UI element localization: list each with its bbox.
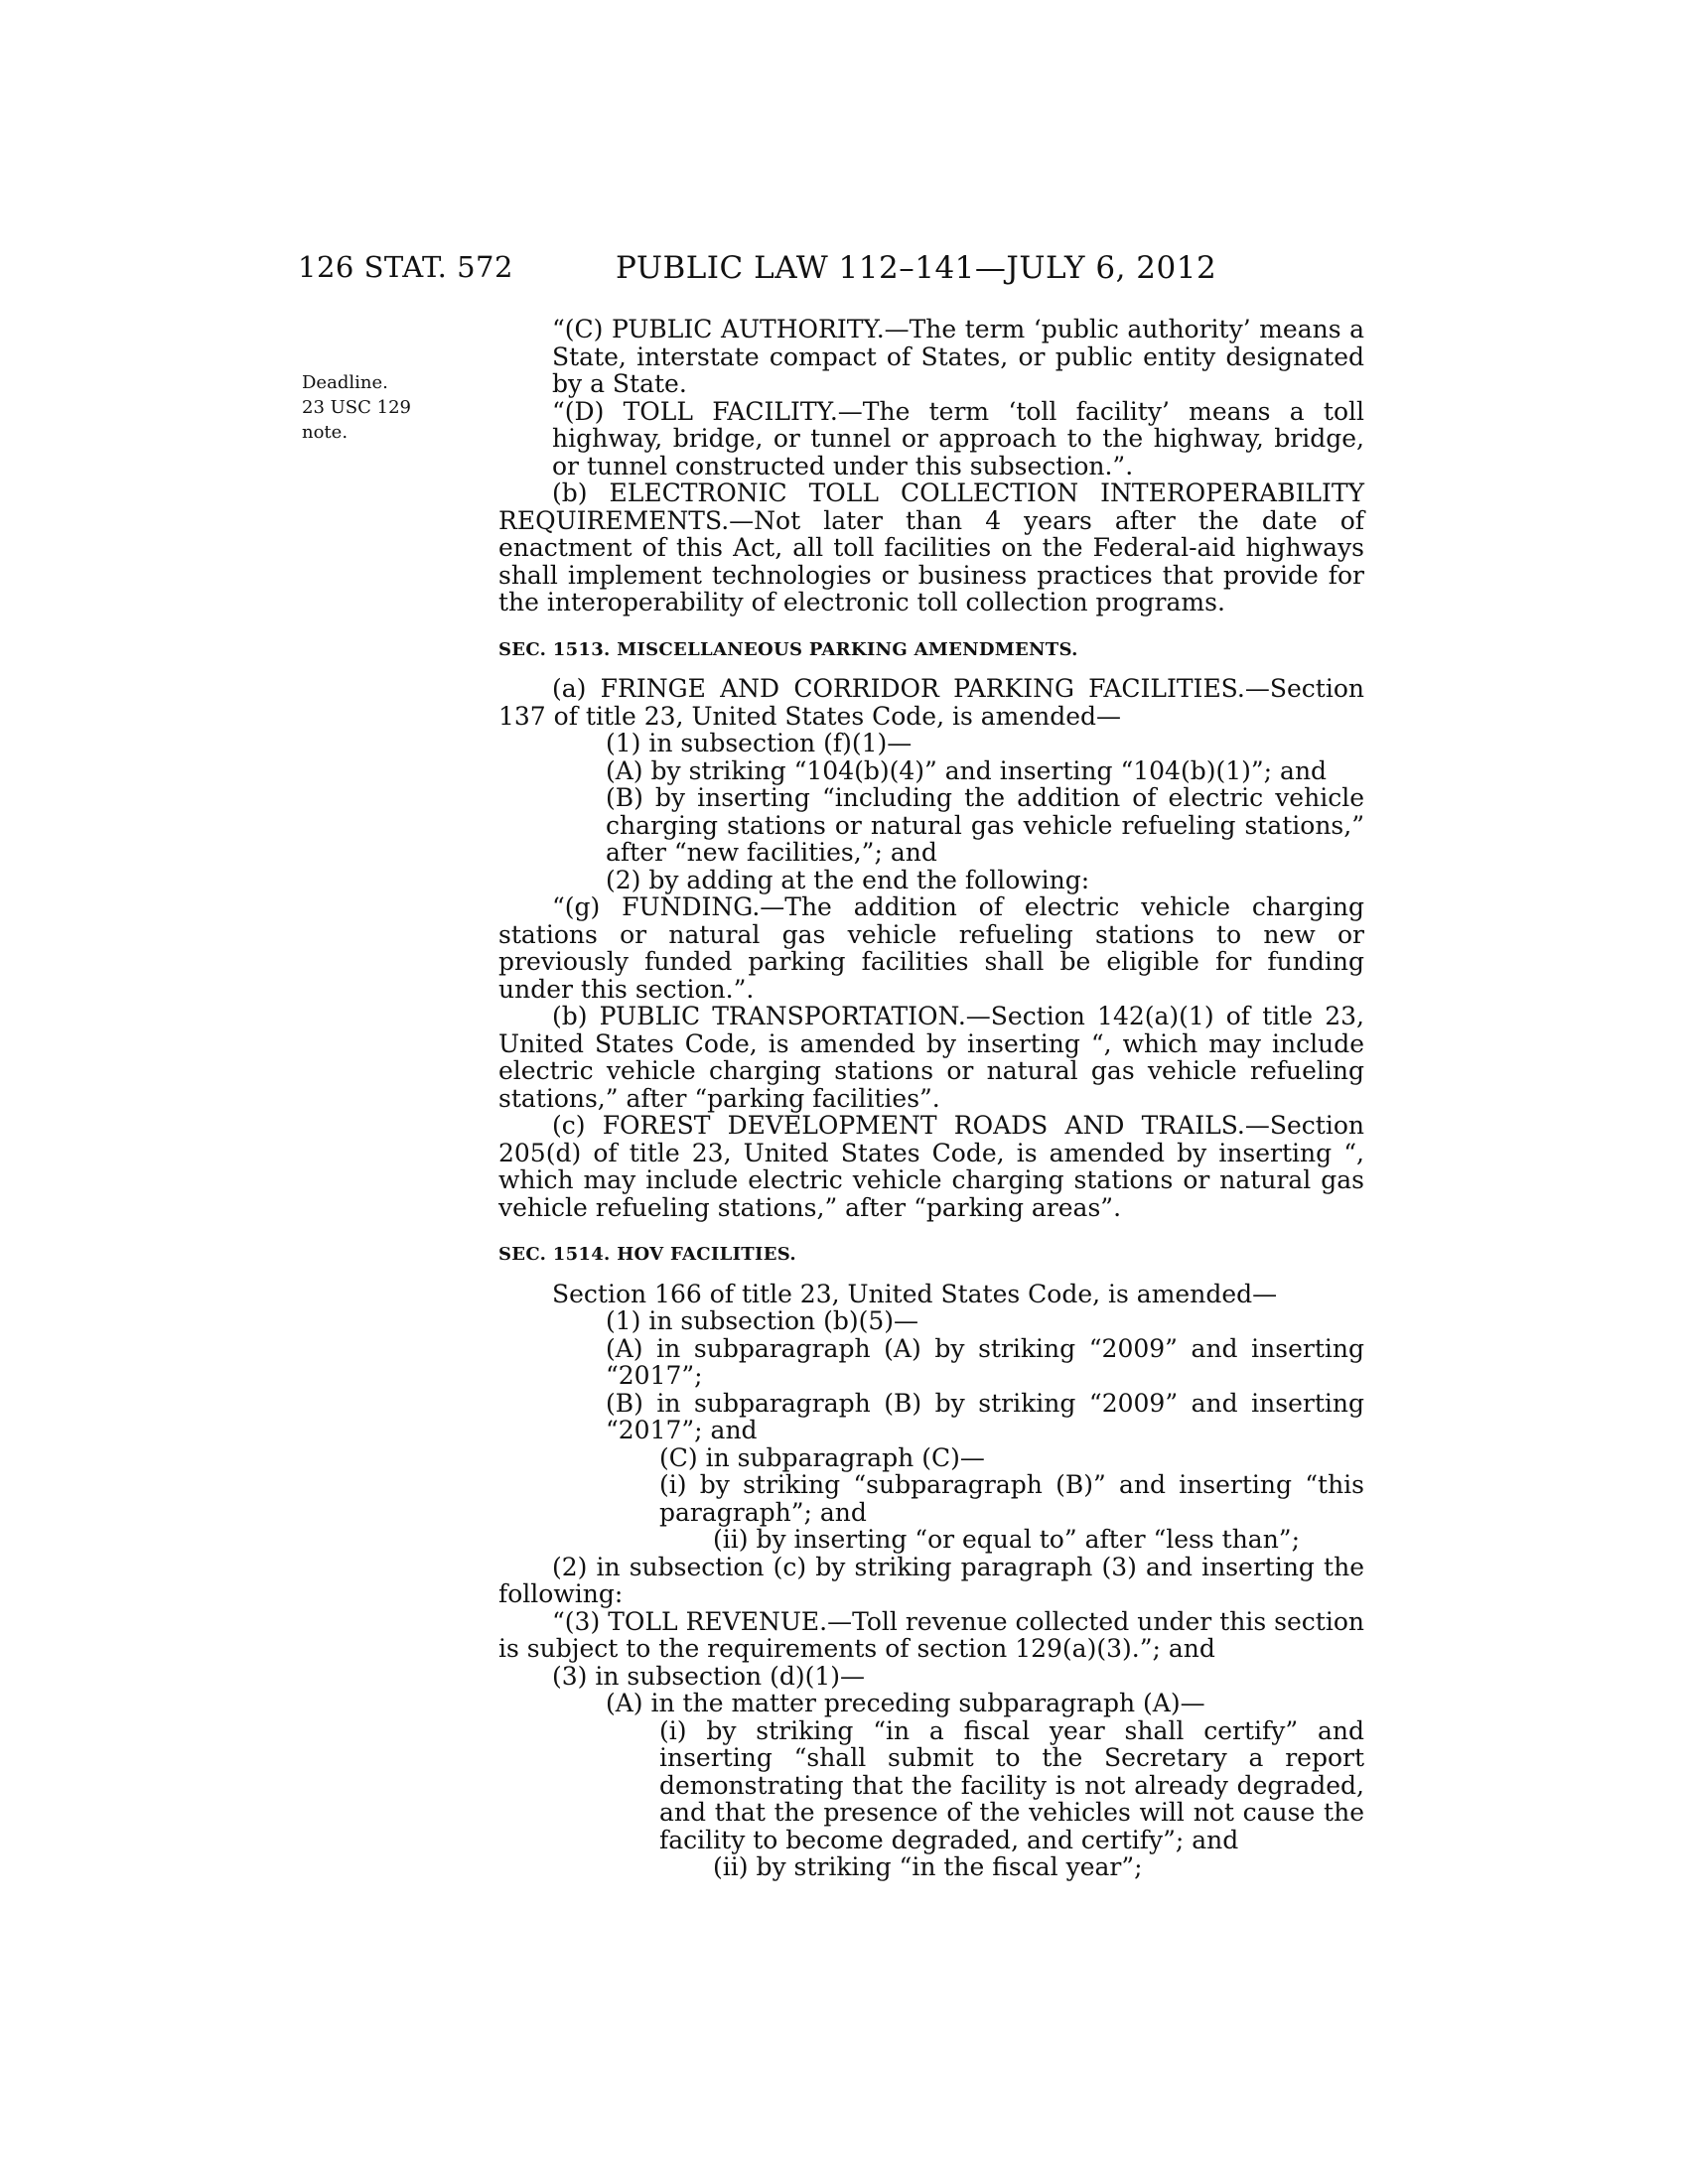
paragraph-subsection-f1: (1) in subsection (f)(1)— (606, 729, 913, 757)
paragraph-striking-104: (A) by striking “104(b)(4)” and inserting “104(b)(1)”; and (606, 755, 1328, 785)
paragraph-subparagraph-c: (C) in subparagraph (C)— (659, 1442, 985, 1472)
margin-note-usc: 23 USC 129 note. (302, 397, 411, 443)
public-law-title: PUBLIC LAW 112–141—JULY 6, 2012 (616, 250, 1217, 286)
paragraph-forest-roads: (c) FOREST DEVELOPMENT ROADS AND TRAILS.—Section 205(d) of title 23, United States Code, is amended by inserting “, which may include electric vehicle charging stations or natural gas vehicle refueling stations,” after “parking areas”. (498, 1111, 1364, 1222)
page-header (0, 250, 1688, 290)
paragraph-fringe-parking: (a) FRINGE AND CORRIDOR PARKING FACILITIES.—Section 137 of title 23, United States Code, is amended— (498, 674, 1364, 731)
paragraph-toll-revenue: “(3) TOLL REVENUE.—Toll revenue collected under this section is subject to the requirements of section 129(a)(3).”; and (498, 1606, 1364, 1663)
paragraph-adding-end: (2) by adding at the end the following: (606, 865, 1090, 894)
paragraph-inserting-electric: (B) by inserting “including the addition of electric vehicle charging stations or natural gas vehicle refueling stations,” after “new facilities,”; and (606, 783, 1364, 867)
paragraph-public-authority: “(C) PUBLIC AUTHORITY.—The term ‘public authority’ means a State, interstate compact of States, or public entity designated by a State. (552, 315, 1364, 398)
margin-note-deadline: Deadline. (302, 372, 388, 393)
paragraph-toll-facility: “(D) TOLL FACILITY.—The term ‘toll facility’ means a toll highway, bridge, or tunnel or approach to the highway, bridge, or tunnel constructed under this subsection.”. (552, 396, 1364, 480)
document-body (498, 316, 1364, 1881)
paragraph-section-166: Section 166 of title 23, United States Code, is amended— (552, 1279, 1278, 1308)
paragraph-subsection-b5: (1) in subsection (b)(5)— (606, 1306, 919, 1335)
paragraph-subparagraph-b: (B) in subparagraph (B) by striking “2009” and inserting “2017”; and (606, 1388, 1364, 1444)
paragraph-matter-preceding: (A) in the matter preceding subparagraph (A)— (606, 1689, 1205, 1717)
paragraph-clause-i: (i) by striking “subparagraph (B)” and inserting “this paragraph”; and (659, 1470, 1364, 1527)
section-heading-1514: SEC. 1514. HOV FACILITIES. (498, 1244, 796, 1265)
section-heading-1513: SEC. 1513. MISCELLANEOUS PARKING AMENDMENTS. (498, 638, 1078, 660)
paragraph-public-transportation: (b) PUBLIC TRANSPORTATION.—Section 142(a)(1) of title 23, United States Code, is amended by inserting “, which may include electric vehicle charging stations or natural gas vehicle refueling stations,” after “parking facilities”. (498, 1002, 1364, 1113)
paragraph-fiscal-year: (ii) by striking “in the fiscal year”; (713, 1852, 1143, 1881)
paragraph-funding: “(g) FUNDING.—The addition of electric vehicle charging stations or natural gas vehicle refueling stations to new or previously funded parking facilities shall be eligible for funding under this section.”. (498, 892, 1364, 1004)
margin-notes (302, 370, 461, 445)
paragraph-subparagraph-a: (A) in subparagraph (A) by striking “2009” and inserting “2017”; (606, 1333, 1364, 1390)
paragraph-subsection-c: (2) in subsection (c) by striking paragraph (3) and inserting the following: (498, 1552, 1364, 1608)
paragraph-certify-report: (i) by striking “in a fiscal year shall certify” and inserting “shall submit to the Secretary a report demonstrating that the facility is not already degraded, and that the presence of the vehicles will not cause the facility to become degraded, and certify”; and (659, 1715, 1364, 1854)
paragraph-electronic-toll: (b) ELECTRONIC TOLL COLLECTION INTEROPERABILITY REQUIREMENTS.—Not later than 4 years after the date of enactment of this Act, all toll facilities on the Federal-aid highways shall implement technologies or business practices that provide for the interoperability of electronic toll collection programs. (498, 478, 1364, 616)
paragraph-clause-ii: (ii) by inserting “or equal to” after “less than”; (713, 1525, 1301, 1554)
paragraph-subsection-d1: (3) in subsection (d)(1)— (552, 1661, 866, 1691)
stat-page-number: 126 STAT. 572 (298, 250, 513, 284)
